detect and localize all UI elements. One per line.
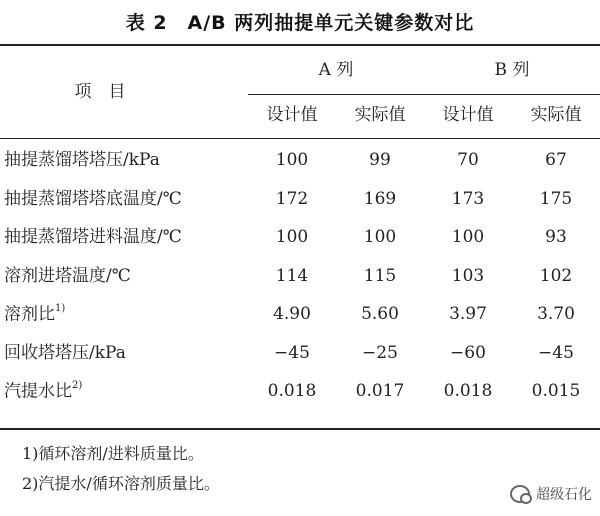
header-a-design: 设计值 — [266, 105, 318, 125]
footnote-marker: 2) — [72, 380, 83, 391]
header-group-a: A 列 — [318, 60, 354, 80]
cell-a-design: 172 — [275, 188, 309, 209]
row-label — [4, 188, 182, 209]
cell-a-design: 4.90 — [273, 304, 311, 324]
cell-a-design: 0.018 — [267, 381, 317, 401]
cell-a-design: 114 — [275, 265, 309, 286]
top-rule — [0, 44, 600, 46]
cell-b-actual: 175 — [539, 188, 573, 209]
cell-b-design: 3.97 — [449, 304, 487, 324]
header-b-actual: 实际值 — [530, 105, 582, 125]
cell-a-actual: 99 — [369, 150, 391, 170]
cell-b-design: 173 — [451, 188, 485, 209]
row-label-text: 抽提蒸馏塔进料温度/℃ — [4, 227, 182, 247]
header-b-design: 设计值 — [442, 105, 494, 125]
footnote-1: 1)循环溶剂/进料质量比。 — [22, 444, 204, 463]
cell-a-design: 100 — [275, 227, 309, 247]
row-label-text: 溶剂进塔温度/℃ — [4, 265, 131, 286]
footnote-marker: 1) — [55, 303, 66, 314]
row-label — [4, 265, 131, 286]
cell-b-actual: 67 — [545, 150, 567, 170]
cell-b-design: 0.018 — [443, 381, 493, 401]
header-item-label: 项 目 — [74, 82, 126, 102]
row-label — [4, 152, 160, 169]
cell-a-actual: 115 — [363, 265, 397, 286]
row-label-text: 溶剂比 — [4, 304, 55, 325]
cell-b-actual: 102 — [539, 265, 573, 286]
cell-b-actual: −45 — [538, 342, 574, 363]
cell-b-actual: 0.015 — [531, 381, 581, 401]
cell-b-actual: 93 — [545, 227, 567, 247]
header-group-b: B 列 — [494, 60, 530, 80]
row-label — [4, 229, 182, 246]
cell-a-design: −45 — [274, 342, 310, 363]
row-label — [4, 303, 66, 325]
bottom-rule — [0, 428, 600, 430]
row-label-text: 抽提蒸馏塔塔底温度/℃ — [4, 188, 182, 209]
row-label — [4, 380, 83, 402]
row-label-text: 汽提水比 — [4, 381, 72, 402]
row-label-text: 回收塔塔压/kPa — [4, 342, 126, 363]
cell-a-actual: 0.017 — [355, 381, 405, 401]
cell-a-actual: 5.60 — [361, 304, 399, 324]
watermark-text: 超级石化 — [536, 487, 592, 503]
cell-a-actual: 100 — [363, 227, 397, 247]
cell-b-design: 70 — [457, 150, 479, 170]
cell-b-design: 103 — [451, 265, 485, 286]
wechat-icon — [510, 485, 530, 503]
cell-a-actual: 169 — [363, 188, 397, 209]
cell-b-actual: 3.70 — [537, 304, 575, 324]
cell-b-design: 100 — [451, 227, 485, 247]
cell-a-actual: −25 — [362, 342, 398, 363]
group-underline — [248, 94, 600, 95]
footnote-2: 2)汽提水/循环溶剂质量比。 — [22, 474, 220, 493]
header-a-actual: 实际值 — [354, 105, 406, 125]
row-label — [4, 342, 126, 363]
header-rule — [0, 138, 600, 139]
watermark — [510, 484, 592, 504]
row-label-text: 抽提蒸馏塔塔压/kPa — [4, 150, 160, 170]
cell-b-design: −60 — [450, 342, 486, 363]
cell-a-design: 100 — [275, 150, 309, 170]
table-title: 表 2 A/B 两列抽提单元关键参数对比 — [125, 12, 475, 34]
